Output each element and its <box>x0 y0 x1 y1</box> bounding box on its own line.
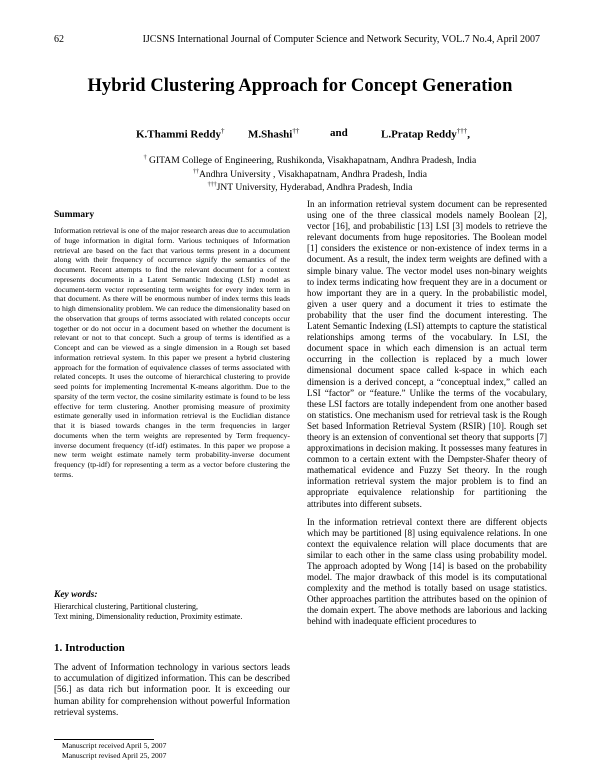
author-line <box>0 127 600 143</box>
running-header <box>54 34 540 48</box>
keywords-line: Text mining, Dimensionality reduction, Proximity estimate. <box>54 611 243 621</box>
body-paragraph: In an information retrieval system document can be represented using one of the three classical models namely Boolean [2], vector [16], and probabilistic [13] LSI [3] models to retrieve the relevant documents from huge repositories. The Boolean model [1] considers the existence or non-existence of index terms in a document. As a result, the index term weights are defined with a simple binary value. The vector model uses non-binary weights to index terms indicating how frequent they are in a document or how important they are in a query. In the probabilistic model, given a user query and a document it tries to estimate the probability that the user find the document interesting. The Latent Semantic Indexing (LSI) attempts to capture the statistical relationships among terms of the vocabulary. In LSI, the document space in which each dimension is an actual term occurring in the collection is replaced by a much lower dimensional document space called k-space in which each dimension is a derived concept, a “conceptual index,” called an LSI “factor” or “feature.” Unlike the terms of the vocabulary, these LSI factors are totally independent from one another based on statistics. One mechanism used for retrieval task is the Rough Set based Information Retrieval System (RSIR) [10]. Rough set theory is an extension of conventional set theory that supports [7] approximations in decision making. It possesses many features in common to a certain extent with the Dempster-Shafer theory of mathematical evidence and Fuzzy Set theory. In the rough information retrieval system the major problem is to find an appropriate equivalence relationship for partitioning the attributes into different subsets. <box>307 199 547 509</box>
manuscript-received: Manuscript received April 5, 2007 <box>62 741 167 750</box>
left-column <box>54 210 290 480</box>
author-2: M.Shashi†† <box>248 127 300 141</box>
affiliation-1: † GITAM College of Engineering, Rushikonda, Visakhapatnam, Andhra Pradesh, India <box>143 155 477 167</box>
manuscript-revised: Manuscript revised April 25, 2007 <box>62 750 167 760</box>
keywords-heading: Key words: <box>54 590 98 600</box>
author-3: L.Pratap Reddy†††, <box>381 127 471 141</box>
keywords-text <box>54 602 290 621</box>
affiliation-2: ††Andhra University , Visakhapatnam, Andhra Pradesh, India <box>192 168 428 180</box>
paper-title: Hybrid Clustering Approach for Concept Generation <box>87 76 513 96</box>
page-number: 62 <box>54 34 64 45</box>
introduction-text: The advent of Information technology in various sectors leads to accumulation of digitized information. This can be described [56.] as data rich but information poor. It is exceeding our human ability for comprehension without powerful Information retrieval systems. <box>54 662 290 717</box>
affiliation-3: †††JNT University, Hyderabad, Andhra Pradesh, India <box>207 182 413 194</box>
right-column <box>307 199 547 635</box>
introduction-heading: 1. Introduction <box>54 642 125 654</box>
summary-text: Information retrieval is one of the major research areas due to accumulation of huge information in digital form. Various techniques of Information retrieval are based on the fact that various terms present in a document along with their frequency of occurrence signify the semantics of the document. Recent attempts to find the relevant document for a context represents documents in a Latent Semantic Indexing (LSI) model as document-term vector representing term weights for every index term in that document. As there will be enormous number of index terms this leads to high dimensionality problem. We can reduce the dimensionality based on the observation that groups of terms associated with related concepts occur together or do not occur in a document based on whether the document is relevant or not to that concept. Such a group of terms is identified as a Concept and can be viewed as a single dimension in a Rough set based information retrieval system. In this paper we present a hybrid clustering approach for the formation of equivalence classes of terms associated with related concepts. It uses the outcome of hierarchical clustering to provide seed points for implementing Incremental K-means algorithm. Due to the sparsity of the term vector, the cosine similarity estimate is found to be less effective for term clustering. Another promising measure of proximity estimate generally used in information retrieval is the Euclidian distance that it is biased towards changes in the term frequencies in larger documents when the term weights are represented by Term frequency-inverse document frequency (tf-idf) estimates. In this paper we propose a new term weight estimate namely term probability-inverse document frequency (tp-idf) for representing a term as a vector before clustering the terms. <box>54 226 290 479</box>
author-1: K.Thammi Reddy† <box>136 127 225 141</box>
body-paragraph: In the information retrieval context there are different objects which may be partitioned [8] using equivalence relations. In one context the equivalence relation will place documents that are similar to each other in the same class using probability model. The approach adopted by Wong [14] is based on the probability model. The major drawback of this model is its computational complexity and the method is totally based on usage statistics. Other approaches partition the attributes based on the opinion of the domain expert. The above methods are laborious and lacking behind with inadequate efficient procedures to <box>307 516 547 627</box>
affiliations <box>110 153 510 194</box>
journal-name: IJCSNS International Journal of Computer Science and Network Security, VOL.7 No.4, April 2007 <box>142 34 540 45</box>
summary-heading: Summary <box>54 210 95 220</box>
author-conjunction: and <box>330 127 348 139</box>
keywords-line: Hierarchical clustering, Partitional clustering, <box>54 602 198 611</box>
footnote-rule <box>54 739 154 740</box>
footnotes <box>62 741 166 760</box>
